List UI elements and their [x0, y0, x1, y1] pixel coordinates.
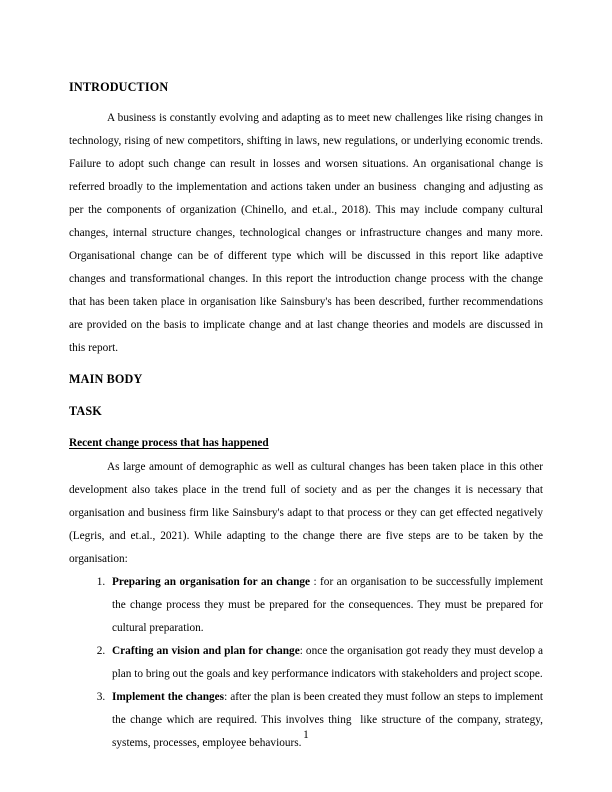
paragraph-recent-change-process: As large amount of demographic as well as cultural changes has been taken place in this other development also takes place in the trend full of society and as per the changes it is necessary that organisation and business firm like Sainsbury's adapt to that process or they can get effected negatively (Legris, and et.al., 2021). While adapting to the change there are five steps are to be taken by the organisation:: [69, 461, 549, 565]
list-item-rest: : after the plan is been created they must follow an steps to implement the change which are required. This involves thing like structure of the company, strategy, systems, processes, employee behaviours.: [112, 691, 546, 749]
subheading-text: Recent change process that has happened: [69, 437, 269, 449]
subheading-recent-change-process: [69, 432, 543, 455]
section-heading-introduction: INTRODUCTION: [69, 80, 169, 94]
list-item-lead: Implement the changes: [112, 691, 225, 703]
list-item: [108, 640, 546, 686]
list-item: [108, 686, 546, 755]
page-number: 1: [303, 729, 309, 741]
document-content: [69, 76, 549, 755]
section-heading-task: TASK: [69, 404, 102, 418]
list-item-lead: Preparing an organisation for an change: [112, 576, 311, 588]
paragraph-introduction: A business is constantly evolving and adapting as to meet new challenges like rising changes in technology, rising of new competitors, shifting in laws, new regulations, or underlying economic trends. Failure to adopt such change can result in losses and worsen situations. An organisational change is referred broadly to the implementation and actions taken under an business changing and adjusting as per the components of organization (Chinello, and et.al., 2018). This may include company cultural changes, internal structure changes, technological changes or infrastructure changes and many more. Organisational change can be of different type which will be discussed in this report like adaptive changes and transformational changes. In this report the introduction change process with the change that has been taken place in organisation like Sainsbury's has been described, further recommendations are provided on the basis to implicate change and at last change theories and models are discussed in this report.: [69, 112, 546, 354]
list-item-lead: Crafting an vision and plan for change: [112, 645, 300, 657]
list-item: [108, 571, 546, 640]
list-item-rest: : once the organisation got ready they must develop a plan to bring out the goals and key performance indicators with stakeholders and project scope.: [112, 645, 546, 680]
section-heading-main-body: MAIN BODY: [69, 372, 143, 386]
list-item-rest: : for an organisation to be successfully implement the change process they must be prepared for the consequences. They must be prepared for cultural preparation.: [112, 576, 546, 634]
